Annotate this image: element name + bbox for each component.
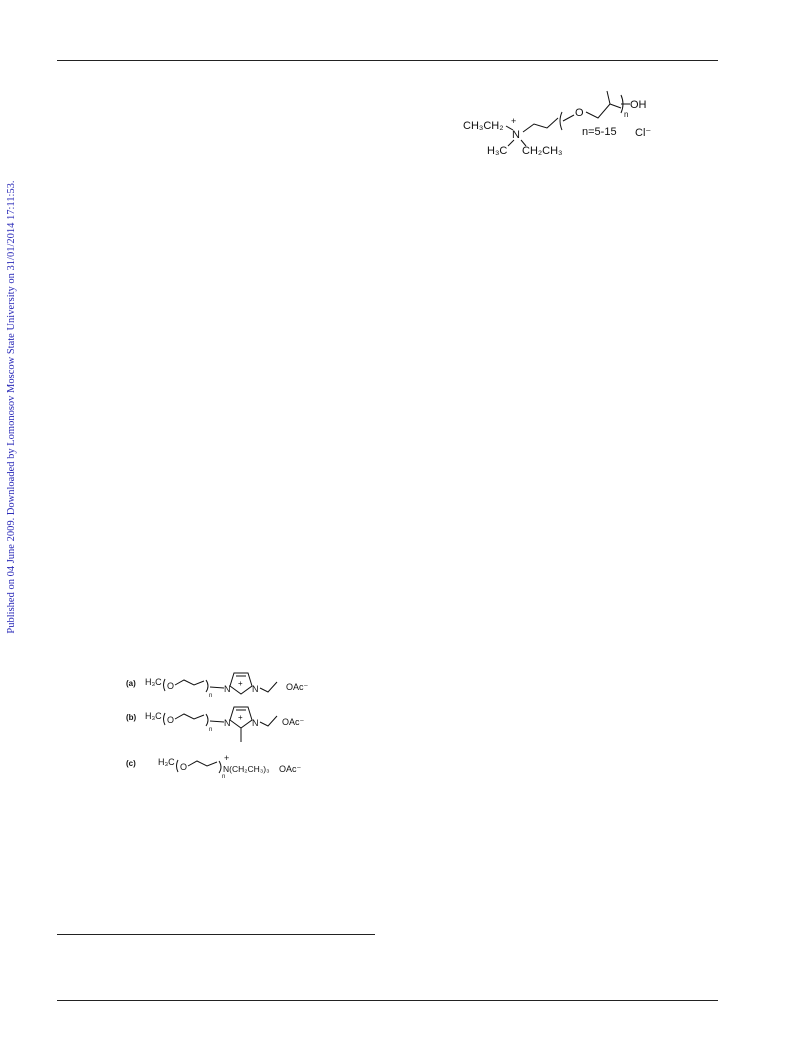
header-rule xyxy=(57,60,718,61)
oxygen-a: O xyxy=(167,681,175,691)
repeat-subscript: n xyxy=(624,110,629,119)
methyl-c: H₃C xyxy=(158,757,175,767)
chain-c xyxy=(188,761,217,766)
repeat-range: n=5-15 xyxy=(582,126,617,138)
propylene-methyl xyxy=(607,91,610,104)
anion-c: OAc⁻ xyxy=(279,764,302,774)
chain-a xyxy=(175,680,204,685)
structure-c xyxy=(126,753,302,780)
acetate-ionic-liquids-figure xyxy=(120,662,320,790)
ether-oxygen-label: O xyxy=(575,107,584,119)
subscript-a: n xyxy=(209,693,213,699)
label-b: (b) xyxy=(126,713,137,722)
ethyl-bottom-label: CH₂CH₃ xyxy=(522,145,563,157)
subscript-c: n xyxy=(222,774,226,780)
ethyl-b xyxy=(260,716,277,726)
n2-b: N xyxy=(252,718,259,728)
plus-a: + xyxy=(238,679,243,688)
bracket-right-b xyxy=(206,714,208,726)
propylene-unit xyxy=(586,104,621,118)
hydroxyl-label: OH xyxy=(630,99,647,111)
anion-b: OAc⁻ xyxy=(282,717,305,727)
n2-a: N xyxy=(252,684,259,694)
footnote-rule xyxy=(57,934,375,935)
structure-b xyxy=(126,707,305,742)
anion-a: OAc⁻ xyxy=(286,682,309,692)
cation-charge: + xyxy=(511,116,517,126)
subscript-b: n xyxy=(209,727,213,733)
ethyl-left-label: CH₃CH₂ xyxy=(463,120,504,132)
methyl-b: H₃C xyxy=(145,711,162,721)
structure-a xyxy=(126,673,309,699)
label-a: (a) xyxy=(126,679,136,688)
bracket-left-c xyxy=(177,760,179,772)
chain-b xyxy=(175,714,204,719)
bracket-left-b xyxy=(164,713,166,725)
oxygen-c: O xyxy=(180,762,188,772)
methyl-label: H₃C xyxy=(487,145,508,157)
bond-chain-ring-b xyxy=(210,721,224,722)
bond-n-methyl xyxy=(508,140,514,146)
oxygen-b: O xyxy=(167,715,175,725)
label-c: (c) xyxy=(126,759,136,768)
footer-rule xyxy=(57,1000,718,1001)
amine-c: N(CH₂CH₃)₃ xyxy=(223,764,270,774)
plus-b: + xyxy=(238,713,243,722)
n1-b: N xyxy=(224,718,231,728)
bracket-left-a xyxy=(164,679,166,691)
propyl-chain xyxy=(523,118,558,132)
bond-to-oxygen xyxy=(563,115,574,121)
ethyl-a xyxy=(260,682,277,692)
publication-info-link[interactable]: Published on 04 June 2009. Downloaded by Lomonosov Moscow State University on 31/01/2014 17:11:53. xyxy=(6,180,17,634)
publication-sidebar xyxy=(3,178,21,636)
bond-chain-ring-a xyxy=(210,687,224,688)
chloride-anion: Cl⁻ xyxy=(635,127,652,139)
ammonium-ppg-structure xyxy=(455,80,665,170)
n1-a: N xyxy=(224,684,231,694)
methyl-a: H₃C xyxy=(145,677,162,687)
nitrogen-label: N xyxy=(512,129,520,141)
bracket-right-a xyxy=(206,680,208,692)
bond-ethyl-n xyxy=(506,126,513,130)
plus-c: + xyxy=(224,753,230,763)
repeat-bracket-left xyxy=(560,112,562,130)
bracket-right-c xyxy=(219,761,221,773)
